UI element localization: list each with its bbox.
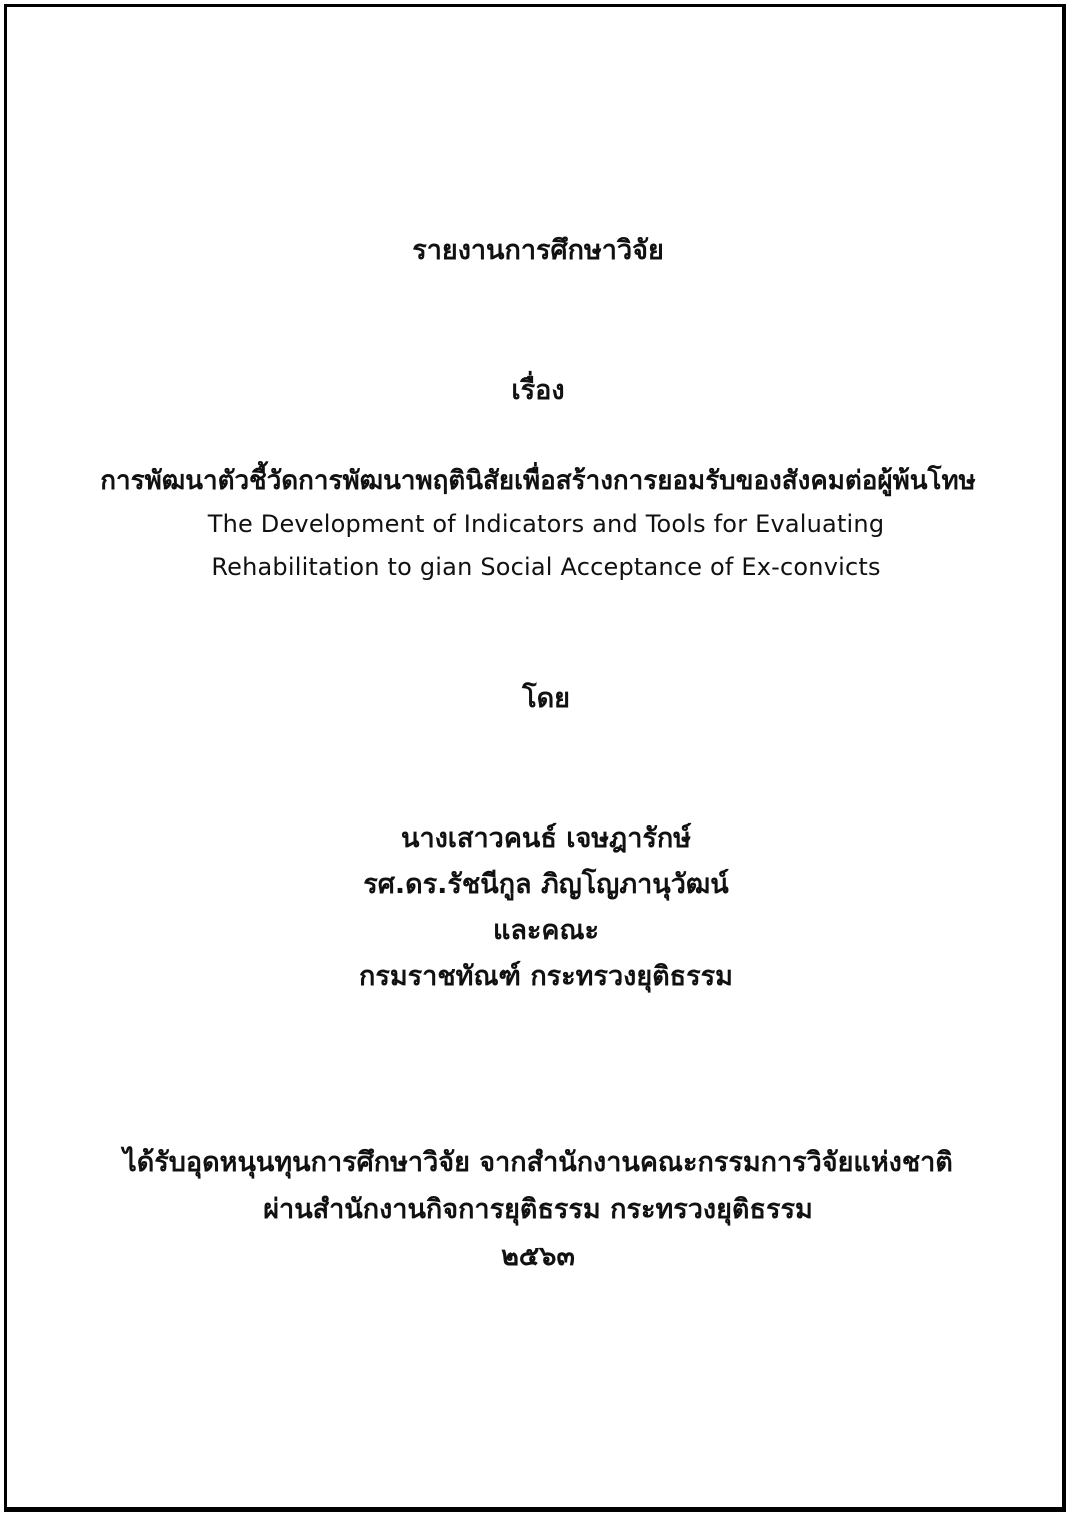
funding-line-2: ผ่านสำนักงานกิจการยุติธรรม กระทรวงยุติธรรม	[263, 1194, 813, 1225]
report-label: รายงานการศึกษาวิจัย	[412, 235, 664, 266]
funding-line-1: ได้รับอุดหนุนทุนการศึกษาวิจัย จากสำนักงานคณะกรรมการวิจัยแห่งชาติ	[123, 1147, 953, 1178]
author-et-al: และคณะ	[492, 915, 600, 946]
page-border	[4, 4, 1066, 1512]
author-name-1: นางเสาวคนธ์ เจษฎารักษ์	[400, 823, 691, 854]
author-name-2: รศ.ดร.รัชนีกูล ภิญโญภานุวัฒน์	[363, 869, 729, 900]
title-english-line-1: The Development of Indicators and Tools for Evaluating	[207, 510, 885, 538]
title-thai: การพัฒนาตัวชี้วัดการพัฒนาพฤตินิสัยเพื่อสร้างการยอมรับของสังคมต่อผู้พ้นโทษ	[100, 466, 976, 496]
by-label: โดย	[522, 683, 570, 714]
report-year: ๒๕๖๓	[501, 1241, 575, 1272]
subject-label: เรื่อง	[511, 375, 565, 406]
title-english-line-2: Rehabilitation to gian Social Acceptance of Ex-convicts	[211, 553, 881, 581]
author-organization: กรมราชทัณฑ์ กระทรวงยุติธรรม	[359, 961, 733, 992]
